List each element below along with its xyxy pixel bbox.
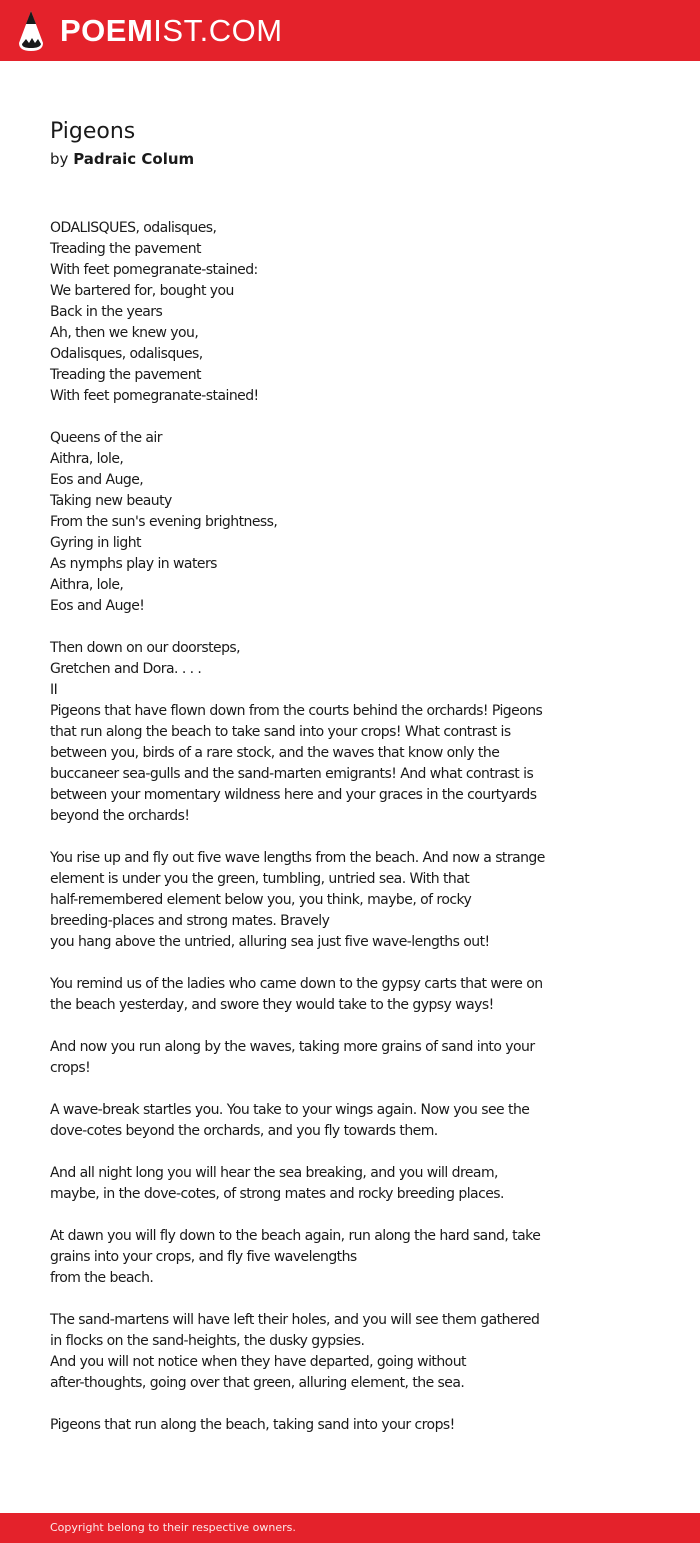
poem-line: maybe, in the dove-cotes, of strong mates and rocky breeding places. [50,1186,504,1202]
poem-line: half-remembered element below you, you think, maybe, of rocky [50,892,472,908]
site-logo[interactable] [18,9,283,53]
poem-line: At dawn you will fly down to the beach again, run along the hard sand, take [50,1228,541,1244]
poem-body [50,218,580,1436]
poem-line: As nymphs play in waters [50,556,217,572]
poem-line: You remind us of the ladies who came down to the gypsy carts that were on [50,976,543,992]
poem-line: With feet pomegranate-stained! [50,388,259,404]
poem-line: element is under you the green, tumbling, untried sea. With that [50,871,470,887]
poem-line: Gyring in light [50,535,141,551]
poem-line: Treading the pavement [50,367,201,383]
poem-line: Back in the years [50,304,163,320]
poem-line: Pigeons that have flown down from the courts behind the orchards! Pigeons [50,703,543,719]
poem-line: And now you run along by the waves, taking more grains of sand into your [50,1039,535,1055]
byline [50,148,194,170]
poem-line: Ah, then we knew you, [50,325,199,341]
copyright-text: Copyright belong to their respective owners. [50,1521,296,1534]
stanza-break [50,1016,580,1037]
poem-line: Taking new beauty [50,493,172,509]
poem-line: in flocks on the sand-heights, the dusky gypsies. [50,1333,365,1349]
brand-name [60,9,283,53]
poem-line: Aithra, lole, [50,577,124,593]
pencil-tip-icon [18,10,44,52]
poem-line: With feet pomegranate-stained: [50,262,258,278]
stanza-break [50,1205,580,1226]
poem-line: you hang above the untried, alluring sea just five wave-lengths out! [50,934,490,950]
poem-line: crops! [50,1060,91,1076]
poem-line: Aithra, lole, [50,451,124,467]
poem-line: Pigeons that run along the beach, taking sand into your crops! [50,1417,455,1433]
poem-title: Pigeons [50,119,136,144]
poem-line: We bartered for, bought you [50,283,234,299]
poem-line: dove-cotes beyond the orchards, and you fly towards them. [50,1123,438,1139]
poem-line: buccaneer sea-gulls and the sand-marten emigrants! And what contrast is [50,766,534,782]
poem-line: breeding-places and strong mates. Bravely [50,913,330,929]
stanza-break [50,1289,580,1310]
stanza-break [50,1142,580,1163]
poem-line: after-thoughts, going over that green, alluring element, the sea. [50,1375,465,1391]
poem-line: Treading the pavement [50,241,201,257]
poem-line: Queens of the air [50,430,162,446]
poem-line: Gretchen and Dora. . . . [50,661,202,677]
brand-name-bold: POEM [60,13,154,48]
poem-line: between you, birds of a rare stock, and the waves that know only the [50,745,500,761]
stanza-break [50,1394,580,1415]
stanza-break [50,953,580,974]
site-footer [0,1513,700,1543]
poem-line: From the sun's evening brightness, [50,514,278,530]
poem-line: A wave-break startles you. You take to your wings again. Now you see the [50,1102,530,1118]
stanza-break [50,1079,580,1100]
poem-line: Eos and Auge, [50,472,144,488]
poem-line: You rise up and fly out five wave lengths from the beach. And now a strange [50,850,545,866]
poem-line: Odalisques, odalisques, [50,346,203,362]
stanza-break [50,407,580,428]
stanza-break [50,827,580,848]
author-link[interactable]: Padraic Colum [73,150,195,168]
poem-line: beyond the orchards! [50,808,190,824]
brand-name-light: IST.COM [153,13,283,48]
poem-line: ODALISQUES, odalisques, [50,220,217,236]
poem-line: from the beach. [50,1270,154,1286]
by-label: by [50,150,69,168]
poem-line: Eos and Auge! [50,598,145,614]
poem-line: grains into your crops, and fly five wavelengths [50,1249,357,1265]
poem-line: And you will not notice when they have departed, going without [50,1354,466,1370]
site-header [0,0,700,61]
poem-line: the beach yesterday, and swore they would take to the gypsy ways! [50,997,494,1013]
poem-line: between your momentary wildness here and your graces in the courtyards [50,787,537,803]
stanza-break [50,617,580,638]
poem-line: The sand-martens will have left their holes, and you will see them gathered [50,1312,540,1328]
poem-line: II [50,682,58,698]
poem-line: And all night long you will hear the sea breaking, and you will dream, [50,1165,498,1181]
poem-line: that run along the beach to take sand into your crops! What contrast is [50,724,511,740]
poem-line: Then down on our doorsteps, [50,640,241,656]
